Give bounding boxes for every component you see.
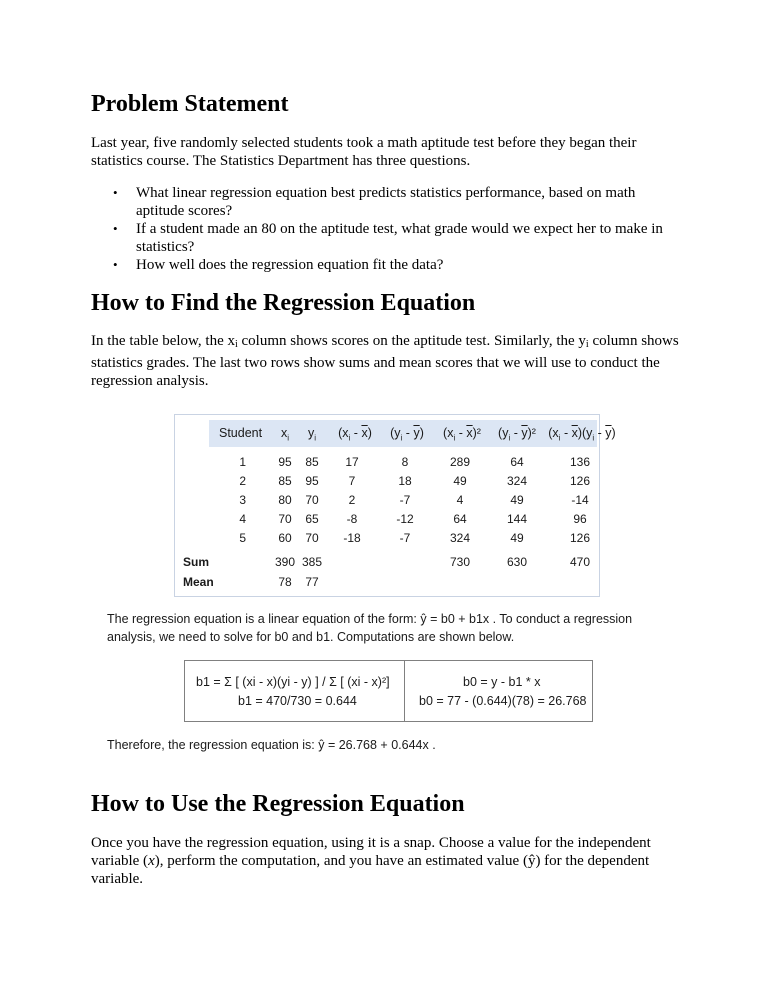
subscript-i: i (234, 339, 238, 350)
header-cross-product: $(x_i - \overline{x})(y_i - \overline{y})$ (548, 426, 616, 443)
cell-ydev: -12 (396, 512, 414, 526)
question-item: • How well does the regression equation fit the data? (91, 256, 681, 274)
cell-x: 85 (278, 474, 292, 488)
cell-y: 85 (305, 455, 319, 469)
table-intro (91, 332, 681, 390)
cell-ydev: 8 (401, 455, 409, 469)
use-regression-paragraph (91, 834, 681, 888)
cell-xdev-sq: 4 (456, 493, 464, 507)
cell-student: 3 (239, 493, 246, 507)
cell-ydev: -7 (399, 493, 411, 507)
cell-x: 70 (278, 512, 292, 526)
question-list (91, 184, 681, 274)
cell-x: 80 (278, 493, 292, 507)
regression-data-table (174, 414, 616, 597)
cell-xdev: 7 (348, 474, 356, 488)
header-xdev-squared: $(x_i - \overline{x})^2$ (443, 426, 481, 443)
table-intro-part-b: column shows scores on the aptitude test. Similarly, the y (237, 333, 586, 349)
header-yi-minus-ybar: $(y_i - \overline{y})$ (390, 426, 424, 443)
cell-x: 95 (278, 455, 292, 469)
table-intro-part-c: column shows statistics grades. The last two rows show sums and mean scores that we will use to conduct the regression analysis. (91, 333, 679, 389)
subscript-i: i (585, 339, 589, 350)
cell-cross: 126 (569, 474, 591, 488)
heading-use-regression: How to Use the Regression Equation (91, 791, 465, 817)
variable-x: x (148, 853, 155, 869)
cell-ydev-sq: 324 (506, 474, 528, 488)
cell-cross: 136 (569, 455, 591, 469)
cell-xdev-sq: 49 (453, 474, 467, 488)
cell-ydev-sq: 49 (510, 493, 524, 507)
header-yi: $y_i$ (307, 426, 317, 443)
header-ydev-squared: $(y_i - \overline{y})^2$ (498, 426, 536, 443)
regression-intro-line-1-text: The regression equation is a linear equation of the form: ŷ = b0 + b1x . To conduct a regression (107, 612, 633, 626)
use-para-part-a: Once you have the regression equation, using it is a snap. Choose a value for the independent variable ( (91, 835, 651, 869)
b1-value: b1 = 470/730 = 0.644 (238, 694, 357, 708)
box-divider (404, 661, 405, 721)
sum-label: Sum (183, 555, 210, 569)
table-intro-part-a: In the table below, the x (91, 333, 235, 349)
mean-y: 77 (305, 575, 319, 589)
cell-cross: 126 (569, 531, 591, 545)
cell-y: 70 (305, 531, 319, 545)
sum-x: 390 (274, 555, 296, 569)
b0-formula: b0 = y - b1 * x (463, 675, 541, 689)
cell-ydev: -7 (399, 531, 411, 545)
regression-intro-line-2-text: analysis, we need to solve for b0 and b1. Computations are shown below. (107, 630, 515, 644)
cell-ydev-sq: 64 (510, 455, 524, 469)
sum-ydev-sq: 630 (506, 555, 528, 569)
cell-x: 60 (278, 531, 292, 545)
header-xi-minus-xbar: $(x_i - \overline{x})$ (338, 426, 372, 443)
cell-xdev: 17 (345, 455, 359, 469)
cell-xdev: -18 (343, 531, 361, 545)
mean-x: 78 (278, 575, 292, 589)
coefficient-computation-box (184, 660, 593, 722)
question-item: • What linear regression equation best predicts statistics performance, based on math aptitude scores? (91, 184, 681, 220)
b1-formula: b1 = Σ [ (xi - x)(yi - y) ] / Σ [ (xi - x)²] (196, 675, 390, 689)
cell-xdev-sq: 324 (449, 531, 471, 545)
use-para-part-b: ), perform the computation, and you have an estimated value (ŷ) for the dependent variable. (91, 853, 650, 887)
sum-cross: 470 (569, 555, 591, 569)
cell-student: 4 (239, 512, 246, 526)
sum-xdev-sq: 730 (449, 555, 471, 569)
regression-conclusion-text: Therefore, the regression equation is: ŷ = 26.768 + 0.644x . (107, 738, 436, 752)
question-item: • If a student made an 80 on the aptitude test, what grade would we expect her to make in statistics? (91, 220, 681, 256)
heading-find-regression: How to Find the Regression Equation (91, 290, 476, 316)
cell-y: 65 (305, 512, 319, 526)
cell-student: 2 (239, 474, 246, 488)
cell-y: 95 (305, 474, 319, 488)
cell-student: 1 (239, 455, 246, 469)
cell-cross: 96 (573, 512, 587, 526)
regression-conclusion (107, 738, 436, 752)
cell-xdev-sq: 64 (453, 512, 467, 526)
b0-value: b0 = 77 - (0.644)(78) = 26.768 (419, 694, 587, 708)
header-student: Student (219, 426, 263, 440)
cell-y: 70 (305, 493, 319, 507)
cell-xdev: -8 (346, 512, 358, 526)
header-xi: $x_i$ (280, 426, 290, 443)
cell-ydev-sq: 49 (510, 531, 524, 545)
cell-cross: -14 (571, 493, 589, 507)
regression-intro-line-2 (107, 630, 514, 644)
sum-y: 385 (301, 555, 323, 569)
cell-xdev: 2 (348, 493, 356, 507)
cell-xdev-sq: 289 (449, 455, 471, 469)
problem-intro: Last year, five randomly selected students took a math aptitude test before they began their statistics course. The Statistics Department has three questions. (91, 135, 637, 169)
heading-problem-statement: Problem Statement (91, 91, 289, 117)
cell-ydev-sq: 144 (506, 512, 528, 526)
cell-student: 5 (239, 531, 246, 545)
cell-ydev: 18 (398, 474, 412, 488)
mean-label: Mean (183, 575, 214, 589)
regression-intro-line-1 (107, 612, 632, 626)
